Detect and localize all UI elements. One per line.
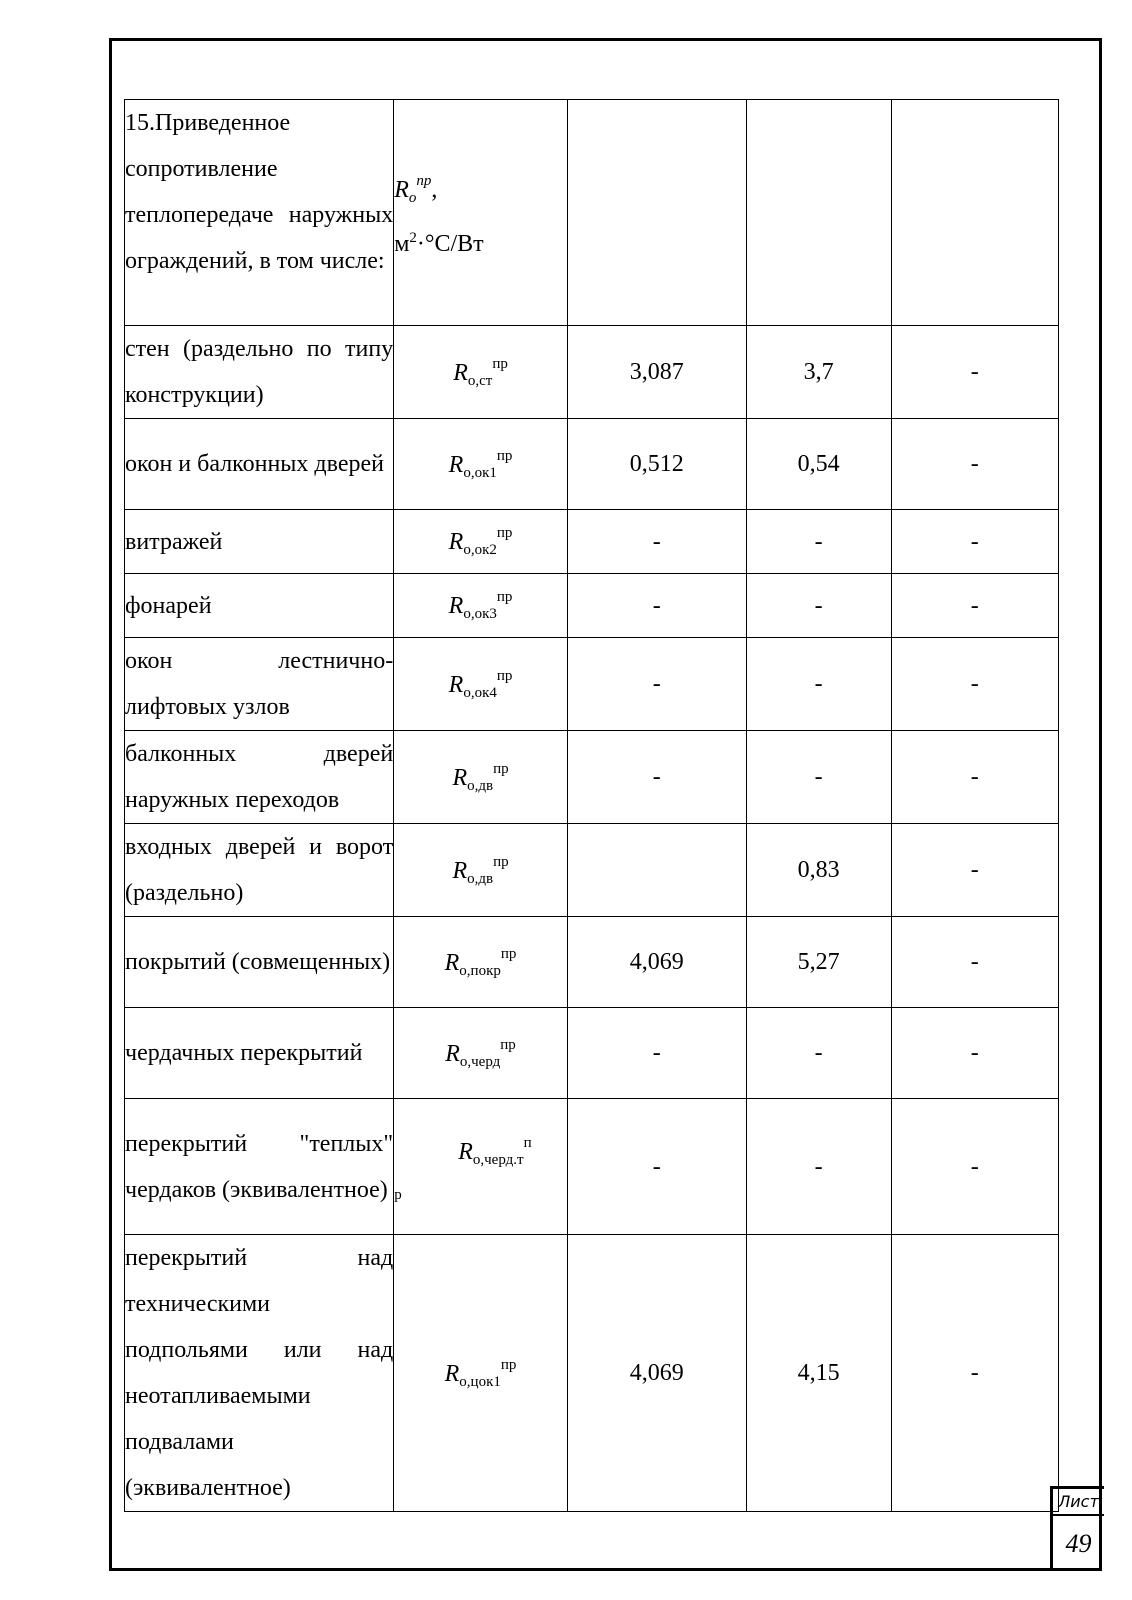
row-name: окон и балконных дверей (125, 419, 394, 510)
value-required: - (746, 1008, 891, 1099)
value-design: 0,512 (567, 419, 746, 510)
table-row (125, 1008, 1059, 1099)
value-design: 3,087 (567, 326, 746, 419)
value-required: - (746, 638, 891, 731)
row-symbol: $R_{о,дв}^{пр}$ (394, 824, 568, 917)
row-name: перекрытий над техническими подпольями или над неотапливаемыми подвалами (эквивалентное) (125, 1235, 394, 1512)
value-required: - (746, 574, 891, 638)
row-symbol: $R_{о,ок4}^{пр}$ (394, 638, 568, 731)
row-name: 15.Приведенное сопротивление теплопередаче наружных ограждений, в том числе: (125, 100, 394, 326)
value-required: 0,83 (746, 824, 891, 917)
value-actual: - (891, 1099, 1059, 1235)
table-row (125, 100, 1059, 326)
value-actual: - (891, 326, 1059, 419)
value-actual: - (891, 917, 1059, 1008)
table-row (125, 574, 1059, 638)
row-symbol: $R_{о,цок1}^{пр}$ (394, 1235, 568, 1512)
table-row (125, 326, 1059, 419)
sheet-label: Лист (1053, 1489, 1104, 1516)
row-name: фонарей (125, 574, 394, 638)
row-name: балконных дверей наружных переходов (125, 731, 394, 824)
value-actual: - (891, 1235, 1059, 1512)
value-required: 3,7 (746, 326, 891, 419)
value-design: - (567, 510, 746, 574)
row-symbol: $R_{о,дв}^{пр}$ (394, 731, 568, 824)
value-design: - (567, 574, 746, 638)
row-name: покрытий (совмещенных) (125, 917, 394, 1008)
value-required: - (746, 1099, 891, 1235)
row-name: витражей (125, 510, 394, 574)
value-design: 4,069 (567, 917, 746, 1008)
value-required (746, 100, 891, 326)
value-design (567, 824, 746, 917)
value-actual: - (891, 574, 1059, 638)
value-design: 4,069 (567, 1235, 746, 1512)
value-actual: - (891, 824, 1059, 917)
value-required: 4,15 (746, 1235, 891, 1512)
value-actual: - (891, 510, 1059, 574)
value-required: 5,27 (746, 917, 891, 1008)
value-actual: - (891, 731, 1059, 824)
row-symbol: $R_{о,ст}^{пр}$ (394, 326, 568, 419)
row-symbol: $R_{о,черд}^{пр}$ (394, 1008, 568, 1099)
value-actual: - (891, 419, 1059, 510)
table-row (125, 1235, 1059, 1512)
value-actual (891, 100, 1059, 326)
sheet-stamp (1050, 1486, 1104, 1571)
table-row (125, 1099, 1059, 1235)
value-required: - (746, 510, 891, 574)
value-actual: - (891, 638, 1059, 731)
row-name: чердачных перекрытий (125, 1008, 394, 1099)
value-design: - (567, 1008, 746, 1099)
row-name: стен (раздельно по типу конструкции) (125, 326, 394, 419)
table-row (125, 917, 1059, 1008)
table-row (125, 824, 1059, 917)
row-symbol: $R_{о,ок3}^{пр}$ (394, 574, 568, 638)
row-symbol: $R_{о,покр}^{пр}$ (394, 917, 568, 1008)
row-symbol: $R_{о,ок2}^{пр}$ (394, 510, 568, 574)
row-symbol: $R_{о,ок1}^{пр}$ (394, 419, 568, 510)
value-design (567, 100, 746, 326)
thermal-resistance-table (124, 99, 1059, 1512)
value-design: - (567, 638, 746, 731)
table-row (125, 419, 1059, 510)
row-symbol: $R_о^{пр}$, $м^2\cdot^\circ С/Вт$ (394, 100, 568, 326)
value-design: - (567, 1099, 746, 1235)
row-name: окон лестнично-лифтовых узлов (125, 638, 394, 731)
table-row (125, 510, 1059, 574)
value-required: 0,54 (746, 419, 891, 510)
table-row (125, 638, 1059, 731)
row-name: перекрытий "теплых" чердаков (эквивалентное) (125, 1099, 394, 1235)
page-number: 49 (1065, 1529, 1092, 1558)
row-name: входных дверей и ворот (раздельно) (125, 824, 394, 917)
value-actual: - (891, 1008, 1059, 1099)
value-design: - (567, 731, 746, 824)
table-row (125, 731, 1059, 824)
row-symbol: $R_{о,черд.т}^п$ р (394, 1099, 568, 1235)
value-required: - (746, 731, 891, 824)
